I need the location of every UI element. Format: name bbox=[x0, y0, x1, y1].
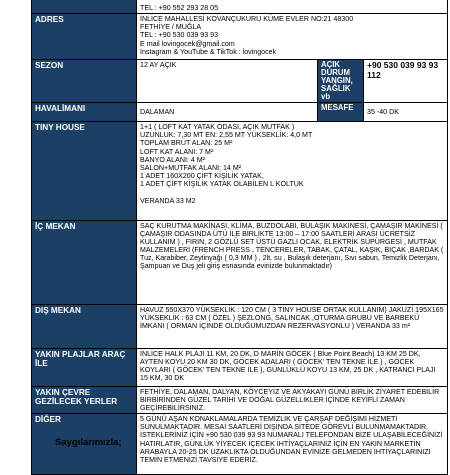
diger-value: 5 GÜNÜ AŞAN KONAKLAMALARDA TEMİZLİK VE ÇARŞAF DEĞİŞİMİ HİZMETİ SUNULMAKTADIR. MESAİ SAATLERİ DIŞINDA SİTEDE GÖREVLİ BULUNMAMAKTADIR. İSTEKLERİNİZ İÇİN +90 530 039 93 93 NUMARALI TELEFONDAN BİZE ULAŞABİLECEĞİNİZİ HATIRLATIR, GÜNLÜK YİYECEK İÇECEK İHTİYAÇLARINIZ İÇİN EN YAKIN MARKETİN ARABAYLA 20-25 DK UZAKLIKTA OLDUĞUNDAN EVİNİZE GELMEDEN İHTİYAÇLARINIZI TEMİN ETMENİZİ TAVSİYE EDERİZ. bbox=[137, 414, 448, 475]
tiny-house-value: 1+1 ( LOFT KAT YATAK ODASI, AÇIK MUTFAK ) UZUNLUK: 7,30 MT EN: 2,55 MT YÜKSEKLİK: 4,0 MT TOPLAM BRÜT ALAN: 25 M² LOFT KAT ALANI: 7 M² BANYO ALANI: 4 M² SALON+MUTFAK ALANI: 14 M² 1 ADET 160X200 ÇİFT KİŞİLİK YATAK, 1 ADET ÇİFT KİŞİLİK YATAK OLABİLEN L KOLTUK VERANDA 33 M2 bbox=[137, 122, 448, 221]
sezon-row bbox=[32, 60, 448, 103]
ic-mekan-value: SAÇ KURUTMA MAKİNASI, KLİMA, BUZDOLABI, BULAŞIK MAKİNESİ, ÇAMAŞIR MAKİNESİ ( ÇAMAŞIR ODASINDA ÜTÜ İLE BİRLİKTE 13:00 – 17:00 SAATLERİ ARASI ÜCRETSİZ KULLANIM ) , FIRIN, 2 GÖZLÜ SET ÜSTÜ GAZLI OCAK, ELEKTRİK SÜPÜRGESİ , MUTFAK MALZEMELERİ (FRENCH PRESS , TENCERELER, TABAK, ÇATAL, KAŞIK, BIÇAK ,BARDAK ( Tuz, Karabiber, Zeytinyağı ( 0,3 MM ) , 2lt. su , Bulaşık deterjanı, Sıvı sabun, Temizlik Deterjanı, Şampuan ve Duş jeli giriş esnasında evinizde bulunmaktadır) bbox=[137, 221, 448, 305]
havalimani-value: DALAMAN bbox=[137, 103, 318, 122]
closing-text: Saygılarımızla; bbox=[55, 437, 122, 448]
plajlar-row bbox=[32, 349, 448, 387]
havalimani-row bbox=[32, 103, 448, 122]
mesafe-value: 35 -40 DK bbox=[364, 103, 448, 122]
dis-mekan-value: HAVUZ 550X370 YÜKSEKLİK : 120 CM ( 3 TINY HOUSE ORTAK KULLANIM) JAKUZİ 195X165 YÜKSEKLİK : 63 CM ( ÖZEL ) ŞEZLONG, SALINCAK ,OTURMA GRUBU VE BARBEKÜ İMKANI ( ORMAN İÇİNDE OLDUĞUMUZDAN REZERVASYONLU ) VERANDA 33 m² bbox=[137, 305, 448, 349]
tiny-house-row bbox=[32, 122, 448, 221]
cevre-label: YAKIN ÇEVRE GEZİLECEK YERLER bbox=[32, 387, 137, 414]
top-phone-row bbox=[32, 0, 448, 14]
top-phone-text: TEL : +90 552 293 28 05 bbox=[140, 3, 219, 12]
ic-mekan-row bbox=[32, 221, 448, 305]
dis-mekan-label: DIŞ MEKAN bbox=[32, 305, 137, 349]
tiny-house-label: TINY HOUSE bbox=[32, 122, 137, 221]
adres-value: İNLİCE MAHALLESİ KOVANÇUKURU KÜME EVLER NO:21 48300 FETHİYE / MUĞLA TEL : +90 530 039 93 93 E mail lovingocek@gmail.com Instagram & YouTube & TikTok : lovingocek bbox=[137, 14, 448, 60]
top-label-cell bbox=[32, 0, 137, 14]
mesafe-label: MESAFE bbox=[318, 103, 364, 122]
adres-label: ADRES bbox=[32, 14, 137, 60]
sezon-label: SEZON bbox=[32, 60, 137, 103]
acil-durum-phones: +90 530 039 93 93 112 bbox=[364, 60, 448, 103]
property-info-table bbox=[31, 0, 448, 475]
diger-label: DİĞER bbox=[32, 414, 137, 475]
plajlar-label: YAKIN PLAJLAR ARAÇ İLE bbox=[32, 349, 137, 387]
sezon-value: 12 AY AÇIK bbox=[137, 60, 318, 103]
cevre-row bbox=[32, 387, 448, 414]
dis-mekan-row bbox=[32, 305, 448, 349]
havalimani-label: HAVALİMANI bbox=[32, 103, 137, 122]
cevre-value: FETHİYE, DALAMAN, DALYAN, KÖYCEYİZ VE AKYAKAYI GÜNÜ BİRLİK ZİYARET EDEBİLİR BİRBİRİNDEN GÜZEL TARİHİ VE DOĞAL GÜZELLİKLER İÇİNDE KEYİFLİ ZAMAN GEÇİREBİLİRSİNİZ. bbox=[137, 387, 448, 414]
ic-mekan-label: İÇ MEKAN bbox=[32, 221, 137, 305]
acil-durum-label: AÇIK DURUM YANGIN, SAĞLIK vb bbox=[318, 60, 364, 103]
plajlar-value: İNLİCE HALK PLAJI 11 KM, 20 DK, D MARİN GÖCEK ( Blue Point Beach) 13 KM 25 DK, AYTEN KOYU 20 KM 30 DK, GÖCEK ADALARI ( GÖCEK' TEN TEKNE İLE ) , GÖCEK KOYLARI ( GÖCEK' TEN TEKNE İLE ), GÜNLÜKLÜ KOYU 13 KM, 25 DK , KATRANCI PLAJI 15 KM, 30 DK bbox=[137, 349, 448, 387]
adres-row bbox=[32, 14, 448, 60]
